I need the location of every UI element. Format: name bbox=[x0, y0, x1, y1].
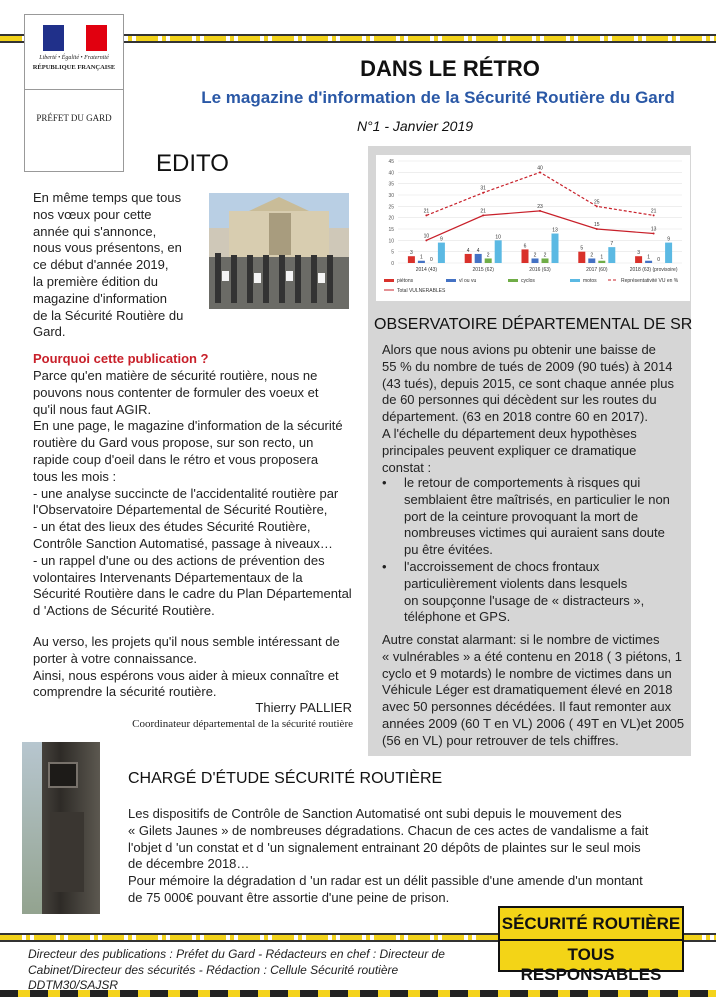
charge-line: « Gilets Jaunes » de nombreuses dégradations. Chacun de ces actes de vandalisme a fait bbox=[128, 822, 649, 838]
charge-line: Les dispositifs de Contrôle de Sanction Automatisé ont subi depuis le mouvement des bbox=[128, 806, 622, 821]
charge-line: de décembre 2018… bbox=[128, 856, 250, 872]
observatoire-bullet-line: port de la ceinture provoquant la mort de bbox=[404, 508, 639, 524]
editor-signature: Thierry PALLIER bbox=[255, 700, 352, 715]
edito-closing-line: Au verso, les projets qu'il nous semble intéressant de bbox=[33, 634, 340, 649]
bullet-icon: • bbox=[382, 475, 387, 490]
edito-intro bbox=[33, 190, 195, 341]
bar-value-label: 2 bbox=[543, 252, 547, 259]
bar bbox=[418, 261, 425, 263]
bullet-icon: • bbox=[382, 559, 387, 574]
badge-line2: TOUS RESPONSABLES bbox=[520, 945, 662, 984]
edito-body-line: En une page, le magazine d'information de la sécurité bbox=[33, 418, 343, 434]
edito-body-line: Parce qu'en matière de sécurité routière, nous ne bbox=[33, 368, 318, 383]
chart-svg bbox=[376, 155, 690, 301]
observatoire-bullet-line: téléphone et GPS. bbox=[404, 609, 511, 625]
edito-closing-line: porter à votre connaissance. bbox=[33, 650, 198, 666]
bar-value-label: 2 bbox=[533, 252, 537, 259]
securite-routiere-badge bbox=[498, 906, 684, 984]
tricolor-flag-icon bbox=[43, 25, 107, 51]
edito-closing-line: comprendre la sécurité routière. bbox=[33, 684, 217, 700]
observatoire-line: Autre constat alarmant: si le nombre de victimes bbox=[382, 632, 660, 647]
edito-intro-line: nous vous présentons, en bbox=[33, 240, 182, 256]
bar bbox=[588, 258, 595, 263]
bar-value-label: 9 bbox=[667, 236, 670, 243]
bar-value-label: 1 bbox=[600, 254, 604, 261]
bar bbox=[532, 258, 539, 263]
observatoire-line: 55 % du nombre de tués de 2009 (90 tués) à 2014 bbox=[382, 358, 673, 374]
bar-value-label: 2 bbox=[486, 252, 490, 259]
observatoire-line: cyclo et 9 motards) le nombre de victimes dans un bbox=[382, 665, 672, 681]
y-tick-label: 45 bbox=[388, 159, 394, 165]
edito-closing-line: Ainsi, nous espérons vous aider à mieux connaître et bbox=[33, 667, 339, 683]
observatoire-bullet-line: semblaient être maîtrisés, en particulier le non bbox=[404, 491, 670, 507]
logo-prefect: PRÉFET DU GARD bbox=[36, 113, 112, 123]
bar bbox=[522, 249, 529, 263]
edito-body-line: - une analyse succincte de l'accidentalité routière par bbox=[33, 485, 339, 501]
edito-body-line: qu'il nous faut AGIR. bbox=[33, 401, 152, 417]
edito-question: Pourquoi cette publication ? bbox=[33, 351, 209, 366]
legend-label: cyclos bbox=[521, 278, 535, 284]
bar bbox=[542, 258, 549, 263]
bar-value-label: 0 bbox=[430, 257, 433, 263]
edito-body-line: d 'Actions de Sécurité Routière. bbox=[33, 603, 215, 619]
prefecture-building-photo bbox=[209, 193, 349, 309]
observatoire-line: de 60 personnes qui décèdent sur les routes du bbox=[382, 392, 657, 408]
legend-swatch bbox=[446, 279, 456, 282]
bar bbox=[598, 261, 605, 263]
charge-text bbox=[128, 806, 680, 907]
observatoire-line: principales peuvent expliquer ce dramatique bbox=[382, 442, 637, 458]
line-point bbox=[539, 171, 541, 173]
edito-body-line: tous les mois : bbox=[33, 468, 117, 484]
observatoire-line: (43 tués), depuis 2015, ce sont chaque année plus bbox=[382, 375, 674, 391]
line-point bbox=[653, 214, 655, 216]
badge-line1: SÉCURITÉ ROUTIÈRE bbox=[501, 914, 681, 933]
observatoire-bullet-line: nombreuses victimes qui auraient sans doute bbox=[404, 525, 665, 541]
x-tick-label: 2014 (43) bbox=[415, 267, 438, 273]
y-tick-label: 5 bbox=[391, 249, 394, 256]
edito-body-line: - un état des lieux des études Sécurité Routière, bbox=[33, 519, 311, 535]
legend-swatch bbox=[384, 279, 394, 282]
x-tick-label: 2015 (62) bbox=[472, 267, 494, 273]
edito-body-line: l'Observatoire Départemental de Sécurité Routière, bbox=[33, 502, 328, 518]
charge-title: CHARGÉ D'ÉTUDE SÉCURITÉ ROUTIÈRE bbox=[128, 770, 443, 787]
publication-credits bbox=[28, 947, 490, 994]
edito-intro-line: la première édition du bbox=[33, 273, 159, 289]
edito-body-line: routière du Gard vous propose, sur son recto, un bbox=[33, 435, 314, 451]
bar-value-label: 1 bbox=[420, 254, 423, 261]
observatoire-bullet-line: on soupçonne l'usage de « distracteurs », bbox=[404, 592, 645, 608]
observatoire-bullet-line: l'accroissement de chocs frontaux bbox=[404, 559, 600, 574]
line-value-label: 15 bbox=[594, 222, 600, 228]
y-tick-label: 10 bbox=[388, 238, 394, 245]
observatoire-line: années 2009 (60 T en VL) 2006 ( 49T en VL)et 2005 bbox=[382, 715, 685, 731]
edito-intro-line: En même temps que tous bbox=[33, 190, 182, 205]
edito-intro-line: ce début d'année 2019, bbox=[33, 257, 169, 273]
issue-number: N°1 - Janvier 2019 bbox=[356, 118, 474, 134]
charge-line: l'objet d 'un constat et d 'un signalement entrainant 20 dépôts de plaintes sur le seul mois bbox=[128, 839, 641, 855]
line-point bbox=[482, 192, 484, 194]
bar bbox=[665, 243, 672, 263]
bar-value-label: 3 bbox=[410, 250, 413, 257]
magazine-title: DANS LE RÉTRO bbox=[360, 56, 540, 81]
bar-value-label: 3 bbox=[637, 250, 640, 257]
edito-body-line: Sécurité Routière dans le cadre du Plan Départemental bbox=[33, 586, 352, 602]
line-point bbox=[596, 228, 598, 230]
y-tick-label: 30 bbox=[388, 193, 394, 199]
line-point bbox=[653, 233, 655, 235]
observatoire-bullet-line: particulièrement violents dans lesquels bbox=[404, 575, 628, 591]
bar bbox=[578, 252, 585, 263]
bar-value-label: 6 bbox=[523, 243, 527, 250]
prefecture-logo bbox=[24, 14, 124, 172]
casualties-chart bbox=[376, 155, 690, 301]
bar-value-label: 0 bbox=[657, 257, 660, 263]
bar-value-label: 4 bbox=[466, 247, 470, 254]
edito-intro-line: année qui s'annonce, bbox=[33, 223, 157, 239]
y-tick-label: 40 bbox=[388, 170, 394, 177]
y-tick-label: 20 bbox=[388, 215, 394, 222]
legend-label: vl ou vu bbox=[459, 278, 477, 284]
edito-intro-line: de la Sécurité Routière du bbox=[33, 307, 184, 323]
edito-body-line: volontaires Intervenants Départementaux de la bbox=[33, 569, 303, 585]
edito-body bbox=[33, 368, 353, 620]
x-tick-label: 2016 (63) bbox=[529, 267, 551, 273]
bar-value-label: 7 bbox=[610, 241, 614, 248]
vandalized-radar-photo bbox=[34, 742, 100, 914]
charge-line: Pour mémoire la dégradation d 'un radar est un délit passible d'une amende d'un montant bbox=[128, 873, 643, 889]
line-value-label: 21 bbox=[480, 208, 486, 215]
legend-swatch bbox=[508, 279, 518, 282]
bar bbox=[608, 247, 615, 263]
charge-line: de 75 000€ pouvant être assortie d'une peine de prison. bbox=[128, 889, 450, 905]
y-tick-label: 25 bbox=[388, 204, 394, 211]
observatoire-line: (56 en VL) pour retrouver de tels chiffres. bbox=[382, 732, 619, 748]
legend-label: Total VULNERABLES bbox=[397, 288, 446, 294]
bar bbox=[408, 256, 415, 263]
bar-value-label: 5 bbox=[580, 245, 584, 252]
bar bbox=[635, 256, 642, 263]
observatoire-line: Alors que nous avions pu obtenir une baisse de bbox=[382, 342, 656, 357]
bar bbox=[495, 240, 502, 263]
legend-label: piétons bbox=[397, 278, 414, 284]
legend-label: motos bbox=[583, 278, 597, 284]
bar bbox=[475, 254, 482, 263]
bar-value-label: 13 bbox=[552, 227, 558, 234]
bar bbox=[485, 258, 492, 263]
bar-value-label: 2 bbox=[590, 252, 594, 259]
building-illustration-icon bbox=[209, 193, 349, 309]
y-tick-label: 35 bbox=[388, 181, 394, 188]
observatoire-bullet-line: le retour de comportements à risques qui bbox=[404, 475, 641, 490]
bar bbox=[645, 261, 652, 263]
observatoire-line: A l'échelle du département deux hypothèses bbox=[382, 425, 637, 441]
magazine-subtitle: Le magazine d'information de la Sécurité Routière du Gard bbox=[201, 88, 675, 107]
edito-intro-line: nos vœux pour cette bbox=[33, 206, 152, 222]
line-point bbox=[539, 210, 541, 212]
edito-body-line: Contrôle Sanction Automatisé, passage à niveaux… bbox=[33, 535, 333, 551]
legend-label: Représentativité VU en % bbox=[621, 278, 679, 284]
footer-line: Directeur des publications : Préfet du Gard - Rédacteurs en chef : Directeur de bbox=[28, 947, 445, 961]
line-value-label: 40 bbox=[537, 165, 543, 172]
x-tick-label: 2018 (63) (provisoire) bbox=[629, 267, 678, 273]
bar bbox=[552, 234, 559, 263]
bar bbox=[465, 254, 472, 263]
line-value-label: 13 bbox=[650, 226, 657, 233]
x-tick-label: 2017 (60) bbox=[586, 267, 608, 273]
bar-value-label: 4 bbox=[476, 247, 480, 254]
line-value-label: 25 bbox=[594, 199, 600, 206]
line-value-label: 21 bbox=[423, 208, 430, 215]
edito-body-line: pouvons nous contenter de formuler des voeux et bbox=[33, 384, 319, 400]
observatoire-line: constat : bbox=[382, 459, 432, 475]
legend-swatch bbox=[570, 279, 580, 282]
edito-intro-line: Gard. bbox=[33, 324, 66, 340]
observatoire-line: avec 50 personnes décédées. Il faut remonter aux bbox=[382, 699, 672, 715]
edito-title: EDITO bbox=[156, 150, 229, 177]
logo-motto: Liberté • Égalité • Fraternité bbox=[39, 55, 109, 61]
edito-closing bbox=[33, 634, 353, 701]
observatoire-text bbox=[368, 340, 691, 756]
bar-value-label: 9 bbox=[440, 236, 443, 243]
observatoire-line: « vulnérables » a été contenu en 2018 ( 3 piétons, 1 bbox=[382, 648, 682, 664]
y-tick-label: 0 bbox=[391, 261, 394, 267]
bar bbox=[438, 243, 445, 263]
footer-line: Cabinet/Directeur des sécurités - Rédaction : Cellule Sécurité routière DDTM30/SAJSR bbox=[28, 962, 399, 992]
observatoire-line: département. (63 en 2018 contre 60 en 2017). bbox=[382, 409, 648, 425]
editor-role: Coordinateur départemental de la sécurité routière bbox=[132, 718, 353, 730]
observatoire-line: Véhicule Léger est dramatiquement élevé en 2018 bbox=[382, 682, 673, 698]
bar-value-label: 1 bbox=[647, 254, 650, 261]
line-point bbox=[482, 214, 484, 216]
line-point bbox=[425, 214, 427, 216]
y-tick-label: 15 bbox=[388, 227, 394, 233]
line-value-label: 10 bbox=[423, 233, 430, 240]
line-value-label: 21 bbox=[650, 208, 657, 215]
edito-intro-line: magazine d'information bbox=[33, 290, 167, 306]
edito-body-line: - un rappel d'une ou des actions de prévention des bbox=[33, 552, 325, 568]
observatoire-bullet-line: pu être évitées. bbox=[404, 542, 493, 558]
edito-body-line: rapide coup d'oeil dans le rétro et vous proposera bbox=[33, 451, 319, 467]
line-point bbox=[596, 205, 598, 207]
line-point bbox=[425, 239, 427, 241]
logo-republic: RÉPUBLIQUE FRANÇAISE bbox=[32, 64, 116, 71]
observatoire-title: OBSERVATOIRE DÉPARTEMENTAL DE SR bbox=[374, 316, 693, 333]
line-value-label: 31 bbox=[480, 185, 486, 192]
line-value-label: 23 bbox=[537, 203, 543, 210]
bar-value-label: 10 bbox=[495, 234, 501, 241]
